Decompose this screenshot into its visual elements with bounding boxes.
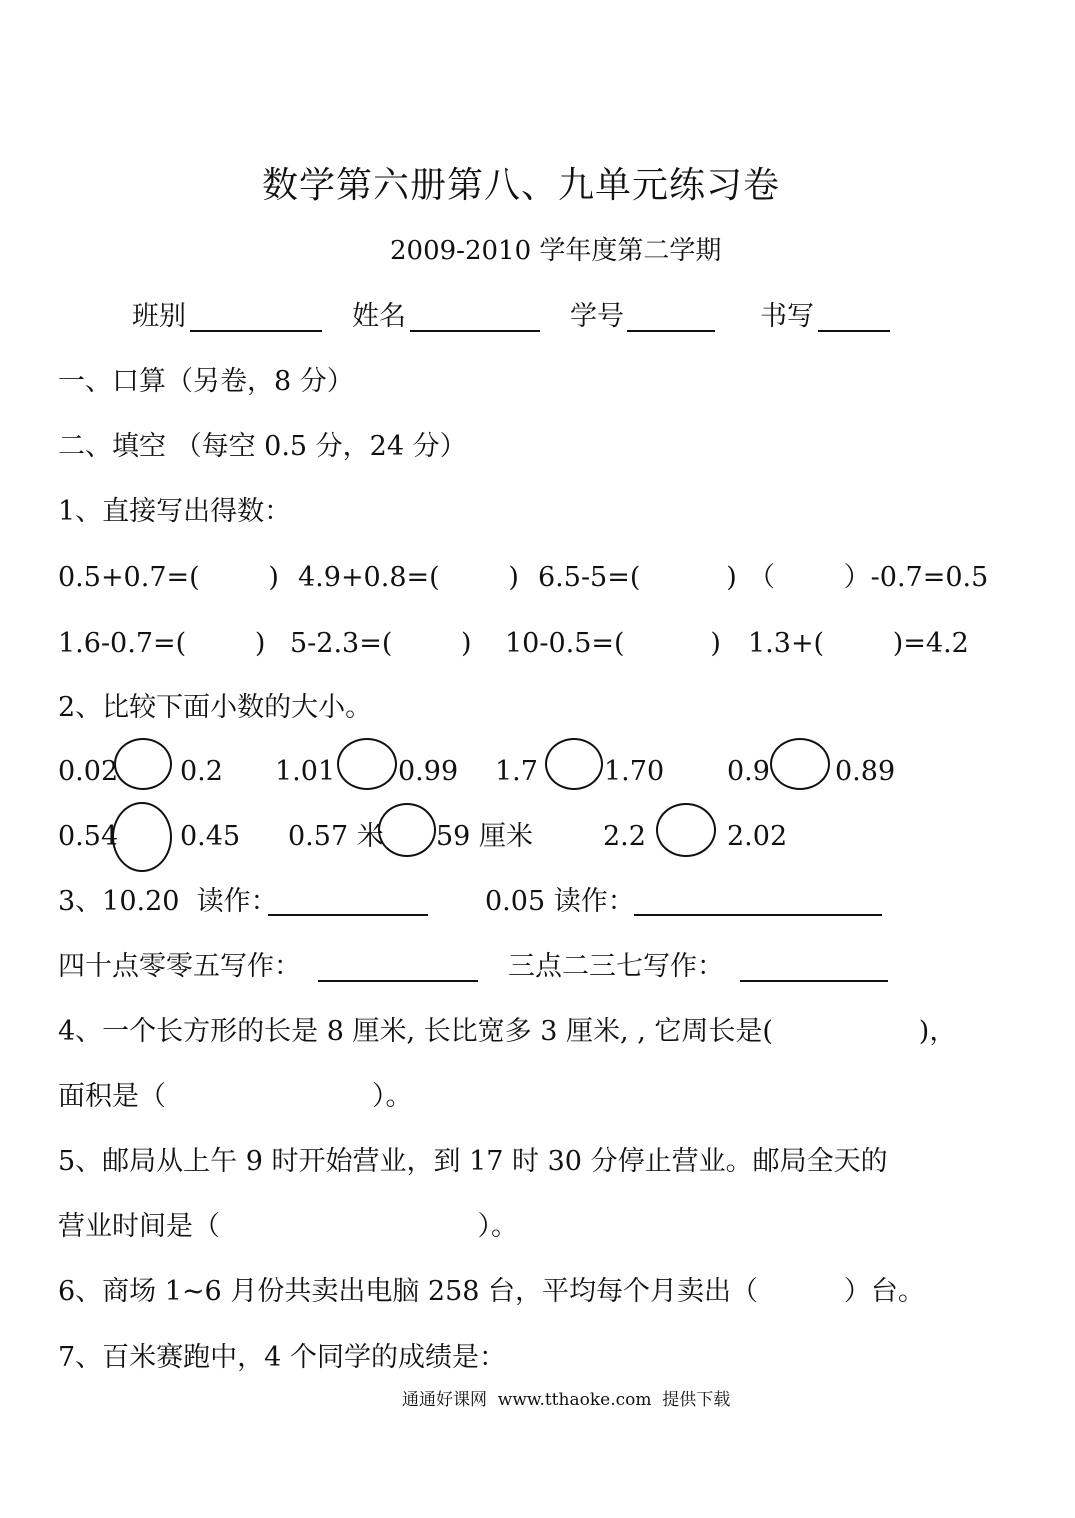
q4-line-2: 面积是（ ）。 <box>58 1081 413 1112</box>
q2-value: 1.70 <box>604 756 665 787</box>
footer-credit: 通通好课网 www.tthaoke.com 提供下载 <box>402 1390 731 1410</box>
q2-value: 0.45 <box>180 821 241 852</box>
q3-answer-blank[interactable] <box>268 914 428 916</box>
q2-value: 1.7 <box>495 756 538 787</box>
compare-circle[interactable] <box>112 802 172 872</box>
student-number-blank[interactable] <box>627 330 715 332</box>
compare-circle[interactable] <box>656 803 716 857</box>
q4-line-1: 4、一个长方形的长是 8 厘米, 长比宽多 3 厘米, , 它周长是( )， <box>58 1016 957 1047</box>
compare-circle[interactable] <box>545 738 603 790</box>
compare-circle[interactable] <box>337 738 397 790</box>
q5-line-2: 营业时间是（ ）。 <box>58 1211 518 1242</box>
q1-item: 1.6-0.7=( ) <box>58 628 266 659</box>
q2-value: 59 厘米 <box>436 821 533 852</box>
q1-title: 1、直接写出得数： <box>58 496 292 527</box>
writing-label: 书写 <box>760 301 814 332</box>
q3-answer-blank[interactable] <box>740 980 888 982</box>
q2-value: 1.01 <box>275 756 336 787</box>
q5-line-1: 5、邮局从上午 9 时开始营业，到 17 时 30 分停止营业。邮局全天的 <box>58 1146 888 1177</box>
q3-write-1: 四十点零零五写作： <box>58 951 301 982</box>
class-blank[interactable] <box>190 330 322 332</box>
q3-read-2: 0.05 读作： <box>485 886 635 917</box>
compare-circle[interactable] <box>770 738 830 790</box>
q3-answer-blank[interactable] <box>634 914 882 916</box>
q1-item: （ ）-0.7=0.5 <box>748 562 989 593</box>
q2-title: 2、比较下面小数的大小。 <box>58 692 373 723</box>
compare-circle[interactable] <box>378 803 436 857</box>
q3-answer-blank[interactable] <box>318 980 478 982</box>
name-label: 姓名 <box>352 301 406 332</box>
q1-item: 10-0.5=( ) <box>505 628 721 659</box>
q2-value: 2.2 <box>603 821 646 852</box>
q2-value: 0.99 <box>398 756 459 787</box>
q2-value: 0.89 <box>835 756 896 787</box>
q3-write-2: 三点二三七写作： <box>508 951 724 982</box>
q2-value: 2.02 <box>727 821 788 852</box>
q2-value: 0.57 米 <box>288 821 384 852</box>
q1-item: 0.5+0.7=( ) <box>58 562 279 593</box>
q3-read-1: 3、10.20 读作： <box>58 886 278 917</box>
q2-value: 0.54 <box>58 821 119 852</box>
student-number-label: 学号 <box>570 301 624 332</box>
class-label: 班别 <box>132 301 186 332</box>
q2-value: 0.9 <box>727 756 770 787</box>
q1-item: 5-2.3=( ) <box>290 628 472 659</box>
q2-value: 0.2 <box>180 756 223 787</box>
writing-blank[interactable] <box>818 330 890 332</box>
q6-line: 6、商场 1~6 月份共卖出电脑 258 台，平均每个月卖出（ ）台。 <box>58 1276 925 1307</box>
q1-item: 4.9+0.8=( ) <box>298 562 519 593</box>
compare-circle[interactable] <box>114 738 172 790</box>
page-subtitle: 2009-2010 学年度第二学期 <box>390 236 722 266</box>
q1-item: 1.3+( )=4.2 <box>748 628 969 659</box>
q7-line: 7、百米赛跑中，4 个同学的成绩是： <box>58 1342 506 1373</box>
q1-item: 6.5-5=( ) <box>538 562 737 593</box>
name-blank[interactable] <box>410 330 540 332</box>
section-2-heading: 二、填空 （每空 0.5 分，24 分） <box>58 431 467 462</box>
page-title: 数学第六册第八、九单元练习卷 <box>262 165 781 206</box>
section-1-heading: 一、口算（另卷，8 分） <box>58 366 354 397</box>
q2-value: 0.02 <box>58 756 119 787</box>
